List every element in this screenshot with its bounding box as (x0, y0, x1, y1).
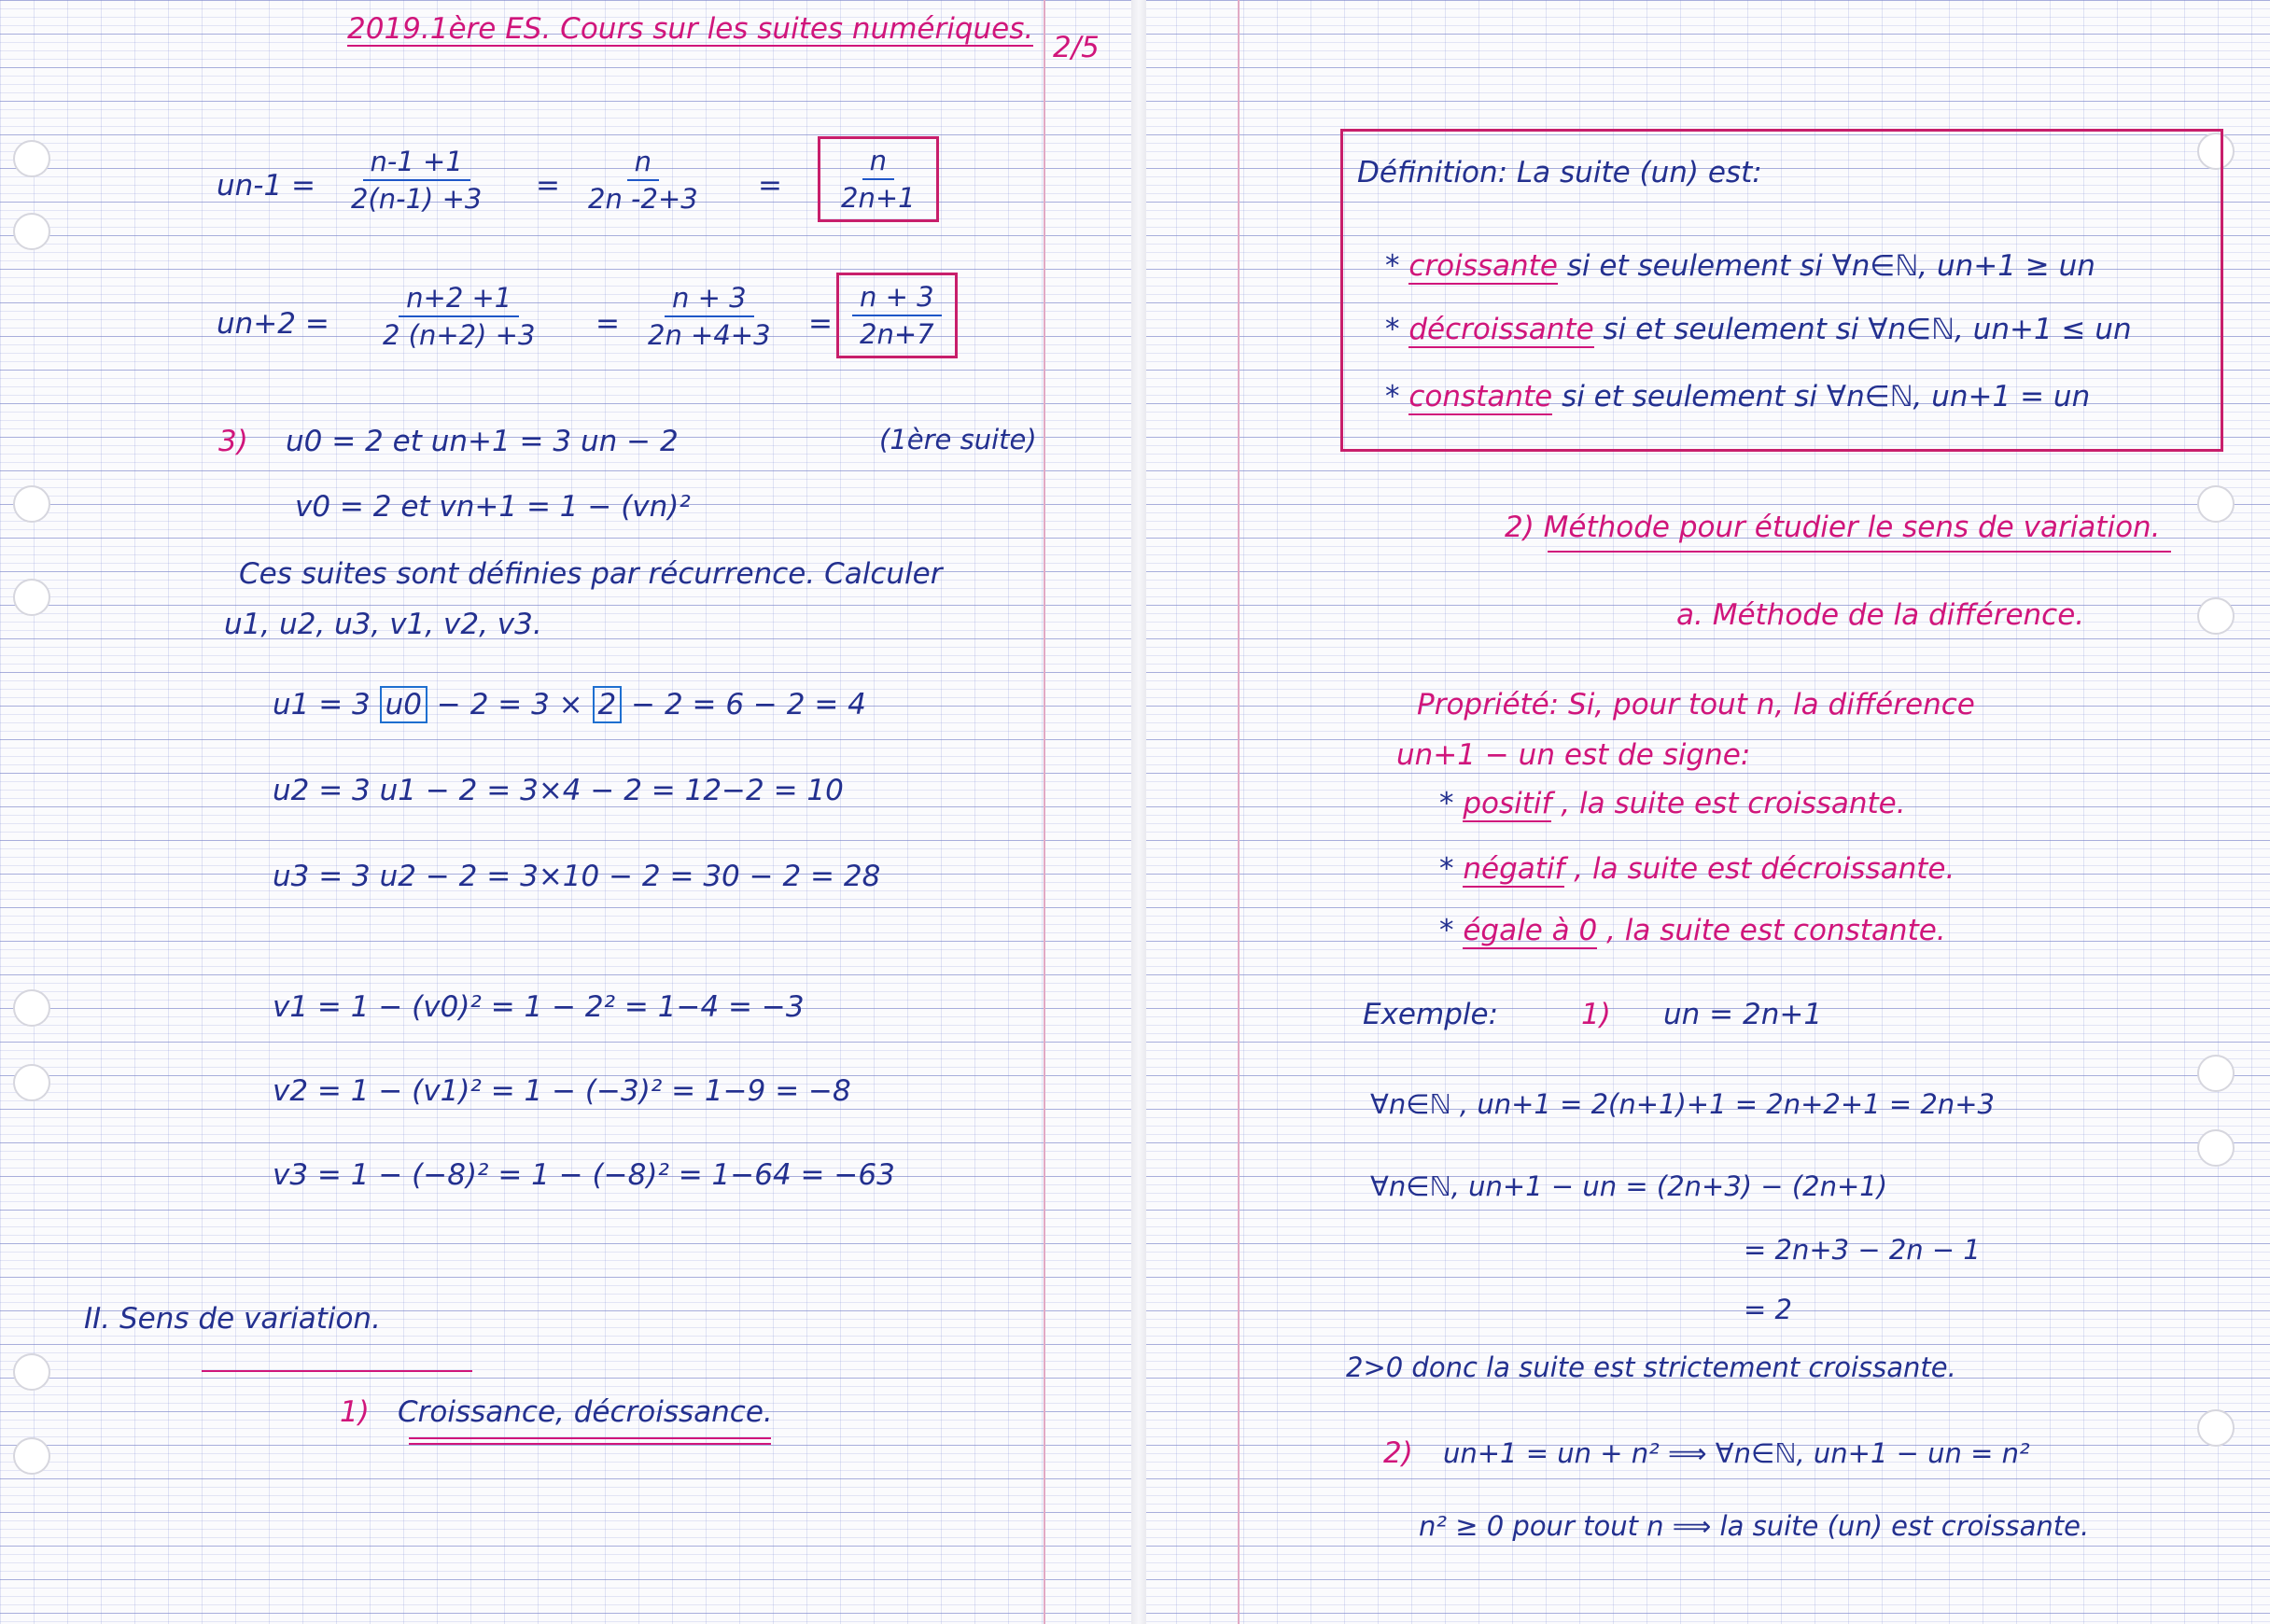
margin-line (1044, 0, 1045, 1624)
computation-v1: v1 = 1 − (v0)² = 1 − 2² = 1−4 = −3 (273, 990, 805, 1024)
question-3-terms: u1, u2, u3, v1, v2, v3. (224, 608, 542, 641)
computation-v3: v3 = 1 − (−8)² = 1 − (−8)² = 1−64 = −63 (273, 1158, 895, 1192)
method-underline (1548, 551, 2171, 553)
computation-lhs: u1 = 3 (273, 688, 371, 721)
example-step: = 2 (1744, 1294, 1792, 1325)
question-3-statement: Ces suites sont définies par récurrence. Calculer (239, 557, 943, 591)
numerator: n + 3 (852, 281, 942, 316)
definition-condition: si et seulement si ∀n∈ℕ, un+1 = un (1562, 380, 2091, 413)
example-heading: Exemple: (1363, 998, 1499, 1031)
example-step: ∀n∈ℕ , un+1 = 2(n+1)+1 = 2n+2+1 = 2n+3 (1370, 1088, 1995, 1120)
subsection-title: Croissance, décroissance. (398, 1395, 773, 1429)
fraction (640, 282, 778, 351)
left-page (0, 0, 1129, 1624)
numerator: n (627, 146, 659, 181)
star-bullet: * (1385, 249, 1400, 283)
result-box (818, 136, 939, 222)
example-number: 1) (1581, 998, 1611, 1031)
example-step: = 2n+3 − 2n − 1 (1744, 1234, 1981, 1266)
numerator: n-1 +1 (363, 146, 470, 181)
binding-fold (1131, 0, 1146, 1624)
star-bullet: * (1439, 852, 1454, 886)
denominator: 2n+7 (860, 318, 934, 350)
definition-title: Définition: La suite (un) est: (1357, 156, 1762, 189)
result-box (836, 273, 958, 358)
denominator: 2(n-1) +3 (351, 183, 483, 215)
fraction (375, 282, 542, 351)
fraction (581, 146, 706, 215)
definition-term: constante (1408, 380, 1553, 413)
subsection-underline (409, 1443, 771, 1445)
example-conclusion: n² ≥ 0 pour tout n ⟹ la suite (un) est croissante. (1419, 1510, 2090, 1542)
definition-item (1385, 314, 2132, 345)
method-heading: 2) Méthode pour étudier le sens de variation. (1505, 511, 2161, 544)
margin-line (1238, 0, 1240, 1624)
property-statement: Propriété: Si, pour tout n, la différence (1417, 688, 1975, 721)
property-item (1439, 853, 1955, 885)
example-definition: un = 2n+1 (1663, 998, 1823, 1031)
question-3-u-definition: u0 = 2 et un+1 = 3 un − 2 (286, 425, 679, 458)
property-item (1439, 788, 1906, 819)
right-page (1146, 0, 2270, 1624)
equals-sign: = (758, 169, 782, 203)
page-header-title: 2019.1ère ES. Cours sur les suites numériques. (347, 12, 1034, 46)
computation-middle: − 2 = 3 × (436, 688, 583, 721)
numerator: n + 3 (665, 282, 754, 317)
question-3-note: (1ère suite) (879, 424, 1037, 455)
numerator: n+2 +1 (399, 282, 519, 317)
property-term: positif (1463, 787, 1552, 820)
computation-u1 (273, 689, 866, 721)
question-number: 3) (218, 425, 248, 458)
boxed-term: u0 (380, 686, 427, 723)
star-bullet: * (1439, 787, 1454, 820)
equals-sign: = (808, 307, 833, 341)
computation-u2: u2 = 3 u1 − 2 = 3×4 − 2 = 12−2 = 10 (273, 774, 844, 807)
definition-term: croissante (1408, 249, 1558, 283)
definition-condition: si et seulement si ∀n∈ℕ, un+1 ≥ un (1566, 249, 2095, 283)
equation-lhs: un-1 = (217, 169, 316, 203)
example-conclusion: 2>0 donc la suite est strictement croissante. (1346, 1351, 1956, 1383)
property-term: égale à 0 (1463, 914, 1598, 947)
definition-condition: si et seulement si ∀n∈ℕ, un+1 ≤ un (1603, 313, 2132, 346)
equals-sign: = (536, 169, 560, 203)
numerator: n (862, 145, 894, 180)
subsection-underline (409, 1437, 771, 1439)
section-rule (202, 1370, 472, 1372)
star-bullet: * (1439, 914, 1454, 947)
denominator: 2n +4+3 (648, 319, 771, 351)
property-item (1439, 915, 1946, 946)
property-conclusion: , la suite est constante. (1606, 914, 1946, 947)
property-term: négatif (1463, 852, 1565, 886)
definition-item (1385, 250, 2095, 282)
denominator: 2n -2+3 (588, 183, 698, 215)
page-number: 2/5 (1053, 31, 1100, 64)
property-conclusion: , la suite est décroissante. (1574, 852, 1955, 886)
property-conclusion: , la suite est croissante. (1561, 787, 1906, 820)
boxed-term: 2 (593, 686, 623, 723)
definition-item (1385, 381, 2090, 413)
computation-v2: v2 = 1 − (v1)² = 1 − (−3)² = 1−9 = −8 (273, 1074, 851, 1108)
question-3-v-definition: v0 = 2 et vn+1 = 1 − (vn)² (295, 490, 691, 524)
method-subheading: a. Méthode de la différence. (1676, 598, 2085, 632)
denominator: 2n+1 (841, 182, 916, 214)
star-bullet: * (1385, 313, 1400, 346)
denominator: 2 (n+2) +3 (383, 319, 536, 351)
definition-term: décroissante (1408, 313, 1594, 346)
example-step: un+1 = un + n² ⟹ ∀n∈ℕ, un+1 − un = n² (1443, 1437, 2030, 1469)
computation-u3: u3 = 3 u2 − 2 = 3×10 − 2 = 30 − 2 = 28 (273, 860, 881, 893)
example-number: 2) (1383, 1436, 1413, 1470)
star-bullet: * (1385, 380, 1400, 413)
section-title: II. Sens de variation. (84, 1302, 381, 1336)
equation-lhs: un+2 = (217, 307, 329, 341)
example-step: ∀n∈ℕ, un+1 − un = (2n+3) − (2n+1) (1370, 1170, 1888, 1202)
subsection-number: 1) (340, 1395, 370, 1429)
computation-rest: − 2 = 6 − 2 = 4 (631, 688, 866, 721)
fraction (343, 146, 489, 215)
equals-sign: = (596, 307, 620, 341)
property-condition: un+1 − un est de signe: (1396, 738, 1751, 772)
